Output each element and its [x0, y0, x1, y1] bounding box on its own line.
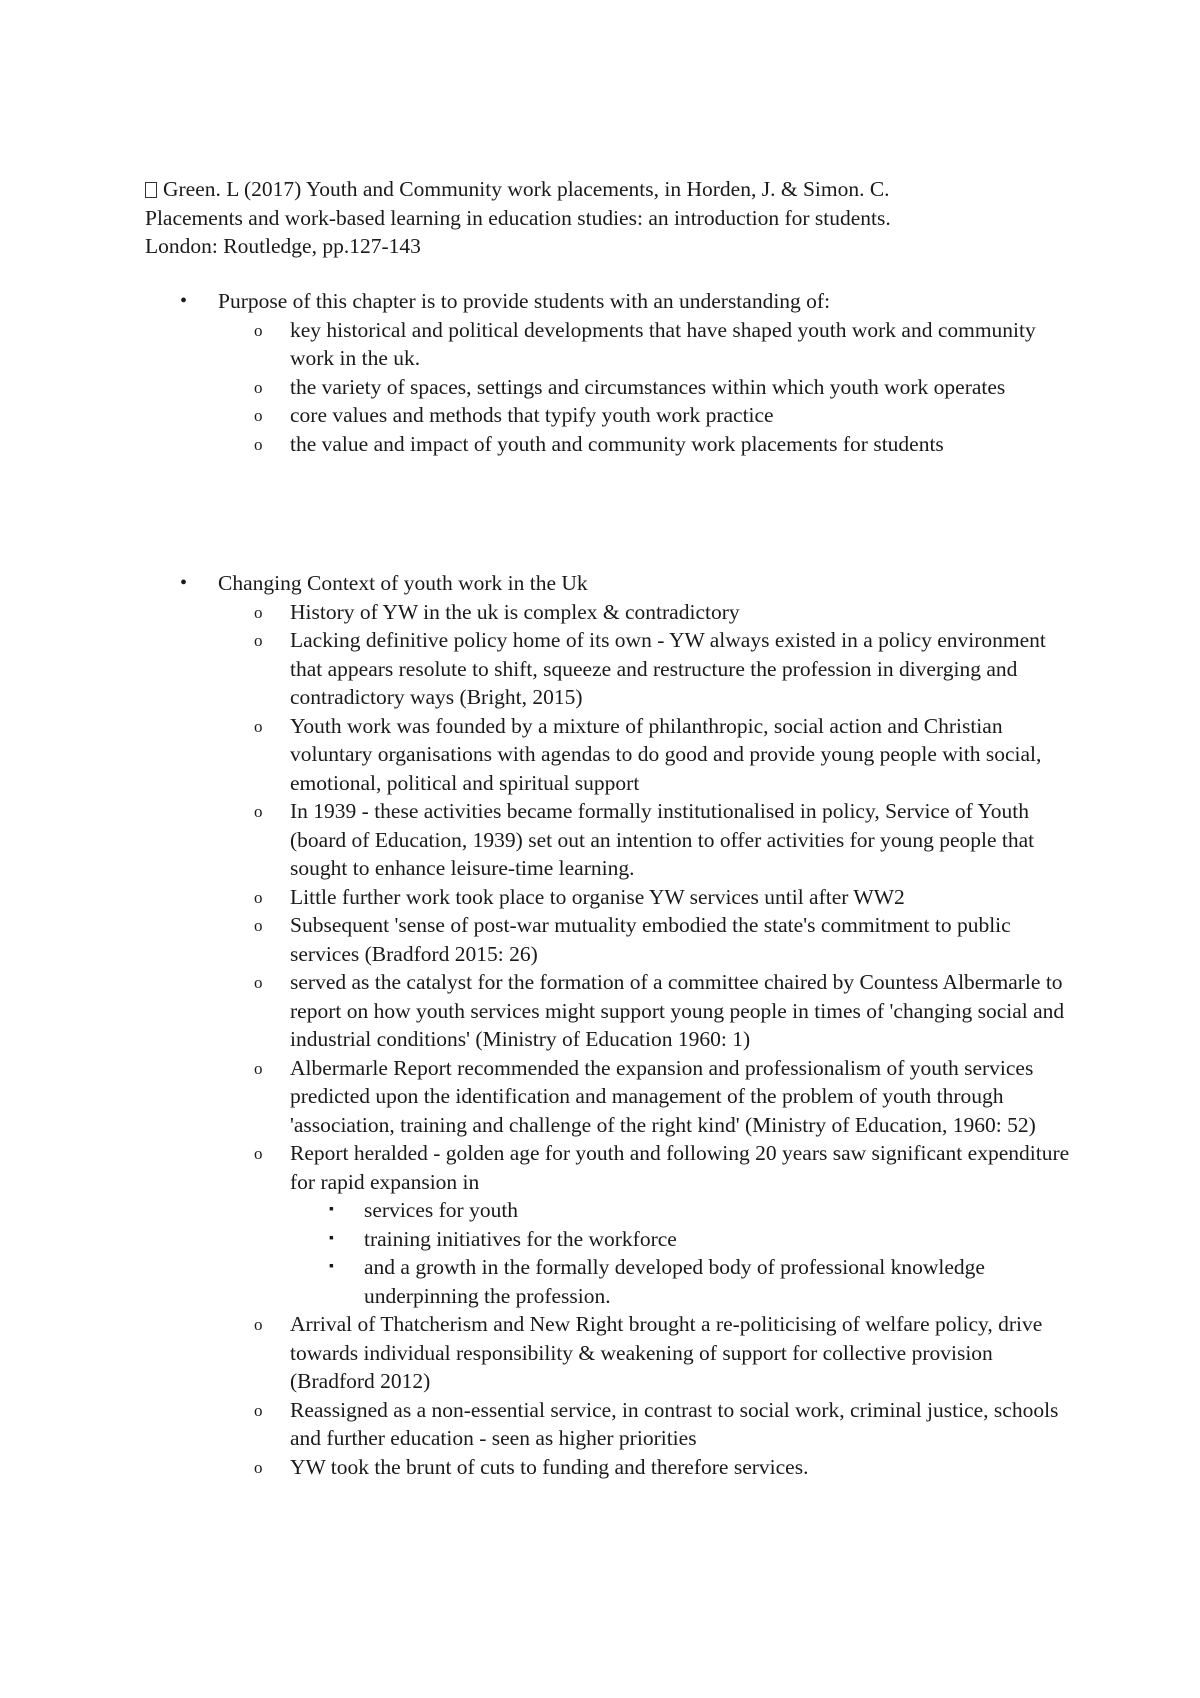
circle-bullet-icon: o [254, 973, 263, 992]
citation-line-1: Green. L (2017) Youth and Community work placements, in Horden, J. & Simon. C. [145, 175, 1065, 204]
list-item: o core values and methods that typify youth work practice [0, 401, 1070, 430]
circle-bullet-icon: o [254, 1144, 263, 1163]
circle-bullet-icon: o [254, 406, 263, 425]
section-purpose [0, 287, 1200, 458]
bullet-list [0, 287, 1200, 458]
circle-bullet-icon: o [254, 631, 263, 650]
list-item: o Subsequent 'sense of post-war mutuality embodied the state's commitment to public services (Bradford 2015: 26) [254, 913, 1011, 966]
list-item: ▪ and a growth in the formally developed body of professional knowledge underpinning the profession. [329, 1255, 985, 1308]
list-item: o the variety of spaces, settings and circumstances within which youth work operates [0, 373, 1070, 402]
sub-bullet-list [218, 598, 1200, 1482]
bullet-icon: • [180, 290, 188, 312]
section-heading: Purpose of this chapter is to provide students with an understanding of: [218, 289, 831, 313]
list-item: ▪ training initiatives for the workforce [0, 1225, 1084, 1254]
list-item: ▪ services for youth [0, 1196, 1084, 1225]
circle-bullet-icon: o [254, 1400, 263, 1420]
citation-line-3: London: Routledge, pp.127-143 [145, 234, 421, 258]
circle-bullet-icon: o [254, 887, 263, 907]
circle-bullet-icon: o [254, 1457, 263, 1477]
section-changing-context [0, 569, 1200, 1481]
circle-bullet-icon: o [254, 1315, 263, 1334]
circle-bullet-icon: o [254, 434, 263, 454]
bullet-item [0, 287, 1200, 458]
list-item: o key historical and political developments that have shaped youth work and community work in the uk. [254, 317, 1036, 370]
circle-bullet-icon: o [254, 1058, 263, 1078]
square-bullet-icon: ▪ [329, 1202, 334, 1217]
list-item: o Reassigned as a non-essential service, in contrast to social work, criminal justice, schools and further education - seen as higher priorities [254, 1397, 1059, 1450]
list-item: o Youth work was founded by a mixture of philanthropic, social action and Christian voluntary organisations with agendas to do good and provide young people with social, emotional, political and spiritual support [254, 713, 1042, 795]
circle-bullet-icon: o [254, 916, 263, 935]
circle-bullet-icon: o [254, 377, 263, 397]
bullet-item [0, 569, 1200, 1481]
bullet-list [0, 569, 1200, 1481]
sub-sub-bullet-list [290, 1196, 1070, 1310]
square-bullet-icon: ▪ [329, 1230, 334, 1246]
list-item: o History of YW in the uk is complex & contradictory [0, 598, 1070, 627]
missing-glyph-icon [145, 182, 157, 198]
list-item: o the value and impact of youth and community work placements for students [0, 430, 1070, 459]
list-item: o YW took the brunt of cuts to funding and therefore services. [0, 1453, 1070, 1482]
list-item: o Report heralded - golden age for youth and following 20 years saw significant expenditure for rapid expansion in ▪ services for youth ▪ training initiatives for the workforce ▪ and a growth in the formally developed body of professional knowledge underpinning the profession. [0, 1139, 1070, 1310]
circle-bullet-icon: o [254, 320, 263, 340]
list-item: o Little further work took place to organise YW services until after WW2 [0, 883, 1070, 912]
sub-bullet-list [218, 316, 1200, 459]
bullet-icon: • [180, 572, 188, 594]
section-heading: Changing Context of youth work in the Uk [218, 571, 588, 595]
circle-bullet-icon: o [254, 602, 263, 622]
list-item: o served as the catalyst for the formation of a committee chaired by Countess Albermarle to report on how youth services might support young people in times of 'changing social and industrial conditions' (Ministry of Education 1960: 1) [254, 970, 1065, 1051]
list-item: o Lacking definitive policy home of its own - YW always existed in a policy environment that appears resolute to shift, squeeze and restructure the profession in diverging and contradictory ways (Bright, 2015) [254, 628, 1046, 709]
list-item: o Albermarle Report recommended the expansion and professionalism of youth services predicted upon the identification and management of the problem of youth through 'association, training and challenge of the right kind' (Ministry of Education, 1960: 52) [254, 1055, 1036, 1137]
list-item: o In 1939 - these activities became formally institutionalised in policy, Service of Youth (board of Education, 1939) set out an intention to offer activities for young people that sought to enhance leisure-time learning. [254, 799, 1035, 880]
circle-bullet-icon: o [254, 716, 263, 736]
square-bullet-icon: ▪ [329, 1259, 334, 1274]
list-item: o Arrival of Thatcherism and New Right brought a re-politicising of welfare policy, drive towards individual responsibility & weakening of support for collective provision (Bradford 2012) [254, 1312, 1043, 1393]
citation-line-2: Placements and work-based learning in education studies: an introduction for students. [145, 205, 891, 230]
circle-bullet-icon: o [254, 802, 263, 821]
citation [145, 175, 1065, 261]
